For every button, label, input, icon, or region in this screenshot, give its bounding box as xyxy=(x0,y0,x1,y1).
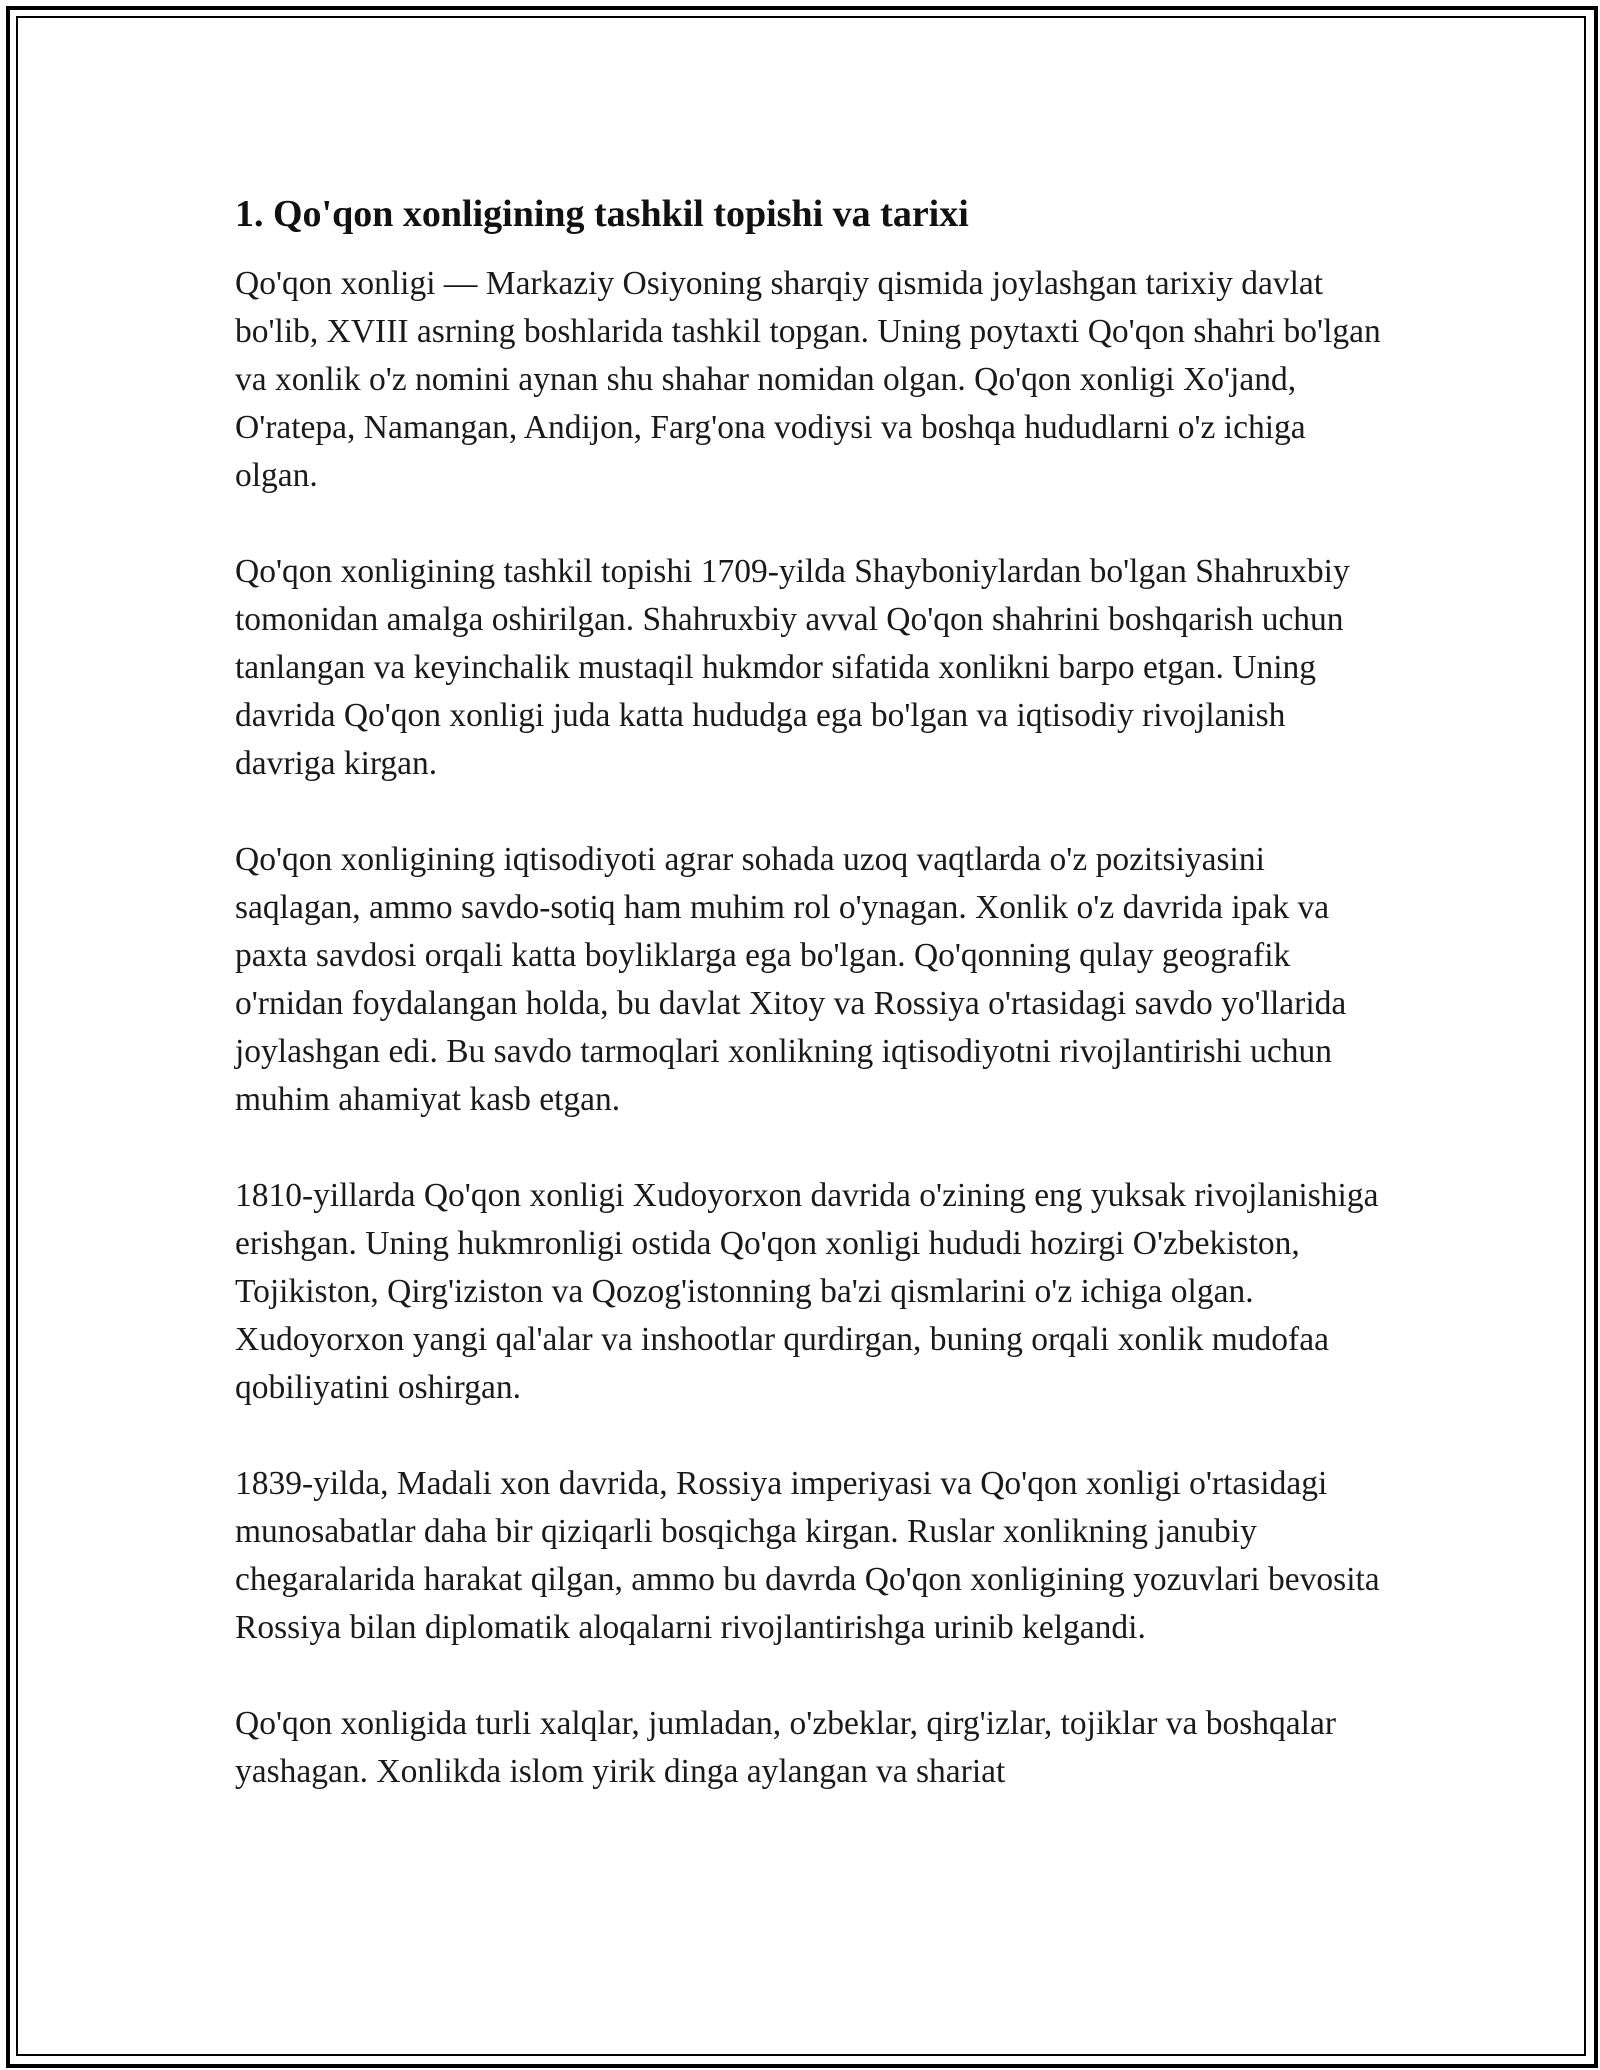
paragraph-3: Qo'qon xonligining iqtisodiyoti agrar sohada uzoq vaqtlarda o'z pozitsiyasini saqlagan, ammo savdo-sotiq ham muhim rol o'ynagan. Xonlik o'z davrida ipak va paxta savdosi orqali katta boyliklarga ega bo'lgan. Qo'qonning qulay geografik o'rnidan foydalangan holda, bu davlat Xitoy va Rossiya o'rtasidagi savdo yo'llarida joylashgan edi. Bu savdo tarmoqlari xonlikning iqtisodiyotni rivojlantirishi uchun muhim ahamiyat kasb etgan. xyxy=(235,841,1347,1118)
document-body xyxy=(235,190,1385,1844)
paragraph-2: Qo'qon xonligining tashkil topishi 1709-yilda Shayboniylardan bo'lgan Shahruxbiy tomonidan amalga oshirilgan. Shahruxbiy avval Qo'qon shahrini boshqarish uchun tanlangan va keyinchalik mustaqil hukmdor sifatida xonlikni barpo etgan. Uning davrida Qo'qon xonligi juda katta hududga ega bo'lgan va iqtisodiy rivojlanish davriga kirgan. xyxy=(235,553,1350,782)
section-heading: 1. Qo'qon xonligining tashkil topishi va tarixi xyxy=(235,193,969,235)
paragraph-5: 1839-yilda, Madali xon davrida, Rossiya imperiyasi va Qo'qon xonligi o'rtasidagi munosabatlar daha bir qiziqarli bosqichga kirgan. Ruslar xonlikning janubiy chegaralarida harakat qilgan, ammo bu davrda Qo'qon xonligining yozuvlari bevosita Rossiya bilan diplomatik aloqalarni rivojlantirishga urinib kelgandi. xyxy=(235,1465,1380,1646)
paragraph-4: 1810-yillarda Qo'qon xonligi Xudoyorxon davrida o'zining eng yuksak rivojlanishiga erishgan. Uning hukmronligi ostida Qo'qon xonligi hududi hozirgi O'zbekiston, Tojikiston, Qirg'iziston va Qozog'istonning ba'zi qismlarini o'z ichiga olgan. Xudoyorxon yangi qal'alar va inshootlar qurdirgan, buning orqali xonlik mudofaa qobiliyatini oshirgan. xyxy=(235,1177,1379,1406)
paragraph-6: Qo'qon xonligida turli xalqlar, jumladan, o'zbeklar, qirg'izlar, tojiklar va boshqalar yashagan. Xonlikda islom yirik dinga aylangan va shariat xyxy=(235,1705,1336,1790)
paragraph-1: Qo'qon xonligi — Markaziy Osiyoning sharqiy qismida joylashgan tarixiy davlat bo'lib, XVIII asrning boshlarida tashkil topgan. Uning poytaxti Qo'qon shahri bo'lgan va xonlik o'z nomini aynan shu shahar nomidan olgan. Qo'qon xonligi Xo'jand, O'ratepa, Namangan, Andijon, Farg'ona vodiysi va boshqa hududlarni o'z ichiga olgan. xyxy=(235,265,1381,494)
